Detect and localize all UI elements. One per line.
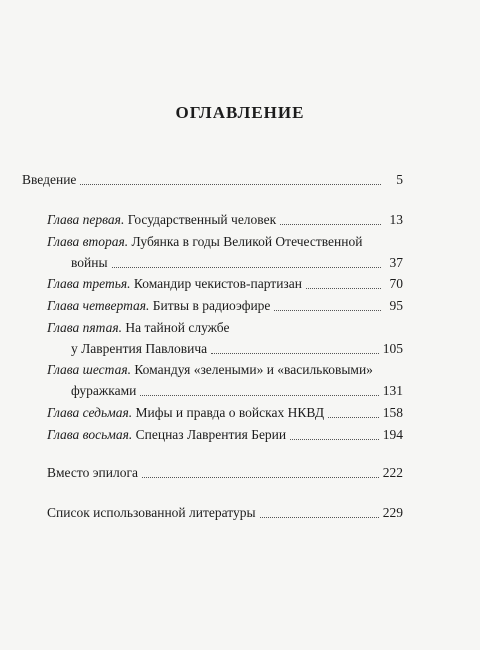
toc-entry-epilogue[interactable] (47, 463, 403, 483)
toc-entry-chapter-6-cont[interactable] (71, 381, 403, 401)
leader-dots (140, 381, 378, 401)
toc-entry-chapter-8[interactable] (47, 425, 403, 445)
toc-page-number: 222 (382, 465, 403, 480)
chapter-label: Глава четвертая. (47, 298, 150, 313)
toc-entry-chapter-5[interactable] (47, 318, 403, 338)
leader-dots (290, 425, 379, 445)
toc-entry-text: Командир чекистов-партизан (133, 276, 302, 291)
toc-page-number: 37 (389, 255, 403, 270)
toc-entry-chapter-5-cont[interactable] (71, 339, 403, 359)
toc-entry-text: Битвы в радиоэфире (152, 298, 271, 313)
chapter-label: Глава вторая. (47, 234, 129, 249)
toc-page-number: 105 (382, 341, 403, 356)
toc-entry-bibliography[interactable] (47, 503, 403, 523)
chapter-label: Глава пятая. (47, 320, 122, 335)
toc-page-number: 229 (382, 505, 403, 520)
chapter-label: Глава восьмая. (47, 427, 133, 442)
toc-entry-text: Государственный человек (127, 212, 277, 227)
chapter-label: Глава седьмая. (47, 405, 133, 420)
leader-dots (280, 210, 381, 230)
toc-page-number: 194 (382, 427, 403, 442)
toc-page-number: 131 (382, 383, 403, 398)
leader-dots (274, 296, 381, 316)
toc-entry-chapter-3[interactable] (47, 274, 403, 294)
leader-dots (80, 170, 381, 190)
toc-entry-text: Введение (22, 172, 77, 187)
page-title: ОГЛАВЛЕНИЕ (175, 103, 305, 122)
toc-entry-chapter-2-cont[interactable] (71, 253, 403, 273)
toc-entry-chapter-1[interactable] (47, 210, 403, 230)
leader-dots (142, 463, 379, 483)
chapter-label: Глава третья. (47, 276, 131, 291)
toc-entry-chapter-4[interactable] (47, 296, 403, 316)
toc-entry-text: Командуя «зелеными» и «васильковыми» (134, 362, 373, 377)
toc-entry-chapter-6[interactable] (47, 360, 403, 380)
toc-entry-text: Список использованной литературы (47, 505, 256, 520)
leader-dots (306, 274, 381, 294)
toc-entry-text: Лубянка в годы Великой Отечественной (131, 234, 363, 249)
toc-entry-chapter-7[interactable] (47, 403, 403, 423)
toc-entry-text: Спецназ Лаврентия Берии (135, 427, 287, 442)
toc-entry-intro[interactable] (22, 170, 403, 190)
toc-page-number: 70 (389, 276, 403, 291)
toc-entry-text: у Лаврентия Павловича (71, 341, 208, 356)
toc-entry-text: Мифы и правда о войсках НКВД (135, 405, 325, 420)
toc-entry-text: Вместо эпилога (47, 465, 138, 480)
toc-page-number: 5 (396, 172, 403, 187)
leader-dots (260, 503, 379, 523)
toc-entry-chapter-2[interactable] (47, 232, 403, 252)
toc-page-number: 13 (389, 212, 403, 227)
leader-dots (112, 253, 381, 273)
toc-page-number: 158 (382, 405, 403, 420)
toc-entry-text: На тайной службе (125, 320, 230, 335)
leader-dots (211, 339, 379, 359)
toc-entry-text: войны (71, 255, 108, 270)
toc-entry-text: фуражками (71, 383, 137, 398)
toc-page-number: 95 (389, 298, 403, 313)
chapter-label: Глава шестая. (47, 362, 131, 377)
chapter-label: Глава первая. (47, 212, 125, 227)
leader-dots (328, 403, 379, 423)
